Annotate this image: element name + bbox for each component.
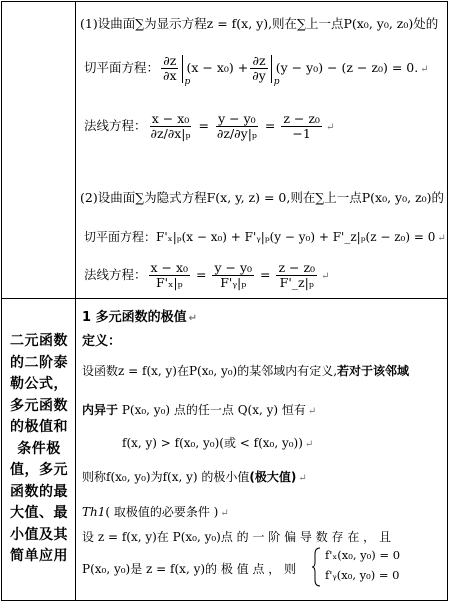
equation-system [312, 547, 322, 590]
theorem-title: Th1( 取极值的必要条件 ) ↵ [82, 505, 229, 519]
definition-line-2: 内异于 P(x₀, y₀) 点的任一点 Q(x, y) 恒有 ↵ [82, 403, 317, 417]
tangent-label: 切平面方程： [84, 60, 160, 75]
normal-line-eq: 法线方程： $\frac{\text{x − x₀}}{\text{∂z/∂x|ₚ}}$ = $\frac{\text{y − y₀}}{\text{∂z/∂y|ₚ}}$ = $\frac{\text{z − z₀}}{-1}$ ↵ [84, 111, 335, 141]
content-table [1, 1, 448, 601]
normal-fraction-y: $\frac{\text{y − y₀}}{\text{∂z/∂y|ₚ}}$ [216, 111, 257, 141]
row-divider [2, 298, 447, 299]
theorem-line-2: P(x₀, y₀)是 z = f(x, y)的 极 值 点 ， 则 [82, 562, 297, 576]
eval-bar: p [271, 55, 272, 83]
tangent2-label: 切平面方程： [84, 230, 157, 244]
definition-label: 定义： [82, 334, 122, 349]
normal2-fraction-y: $\frac{\text{y − y₀}}{\text{F'ᵧ|ₚ}}$ [214, 260, 253, 290]
normal2-eq: 法线方程： $\frac{\text{x − x₀}}{\text{F'ₓ|ₚ}}$ = $\frac{\text{y − y₀}}{\text{F'ᵧ|ₚ}}$ = $\frac{\text{z − z₀}}{\text{F'\_z|ₚ}}$ ↵ [84, 260, 330, 290]
tangent2-eq-body: F'ₓ|ₚ(x − x₀) + F'ᵧ|ₚ(y − y₀) + F'_z|ₚ(z − z₀) = 0 [156, 230, 436, 244]
minimum-definition: 则称f(x₀, y₀)为f(x, y) 的极小值(极大值) ↵ [82, 470, 307, 484]
item1-title: (1)设曲面∑为显示方程z = f(x, y),则在∑上一点P(x₀, y₀, z₀)处的 [80, 16, 439, 31]
item2-title: (2)设曲面∑为隐式方程F(x, y, z) = 0,则在∑上一点P(x₀, y₀, z₀)的 [80, 190, 445, 205]
definition-line-1: 设函数z = f(x, y)在P(x₀, y₀)的某邻域内有定义,若对于该邻域 [82, 364, 410, 378]
section-heading: 1 多元函数的极值 ↵ [82, 310, 197, 325]
column-divider [75, 2, 76, 600]
theorem-line-1: 设 z = f(x, y)在 P(x₀, y₀)点 的 一 阶 偏 导 数 存 在 ， 且 [82, 530, 391, 544]
normal2-fraction-z: $\frac{\text{z − z₀}}{\text{F'\_z|ₚ}}$ [278, 260, 316, 290]
dz-dx-fraction: $\frac{\partial z}{\partial x}$ [163, 53, 177, 83]
normal2-fraction-x: $\frac{\text{x − x₀}}{\text{F'ₓ|ₚ}}$ [150, 260, 189, 290]
dz-dy-fraction: $\frac{\partial z}{\partial y}$ [252, 53, 266, 83]
normal2-label: 法线方程： [84, 267, 147, 282]
system-eq-2: f'ᵧ(x₀, y₀) = 0 [325, 568, 400, 582]
row-heading-cell [2, 300, 75, 600]
tangent-eq-tail: (y − y₀) − (z − z₀) = 0. [275, 60, 419, 75]
normal-fraction-x: $\frac{\text{x − x₀}}{\text{∂z/∂x|ₚ}}$ [150, 111, 191, 141]
brace-icon [312, 547, 322, 587]
normal-fraction-z: $\frac{\text{z − z₀}}{-1}$ [283, 111, 320, 141]
tangent-plane-eq: 切平面方程： $\frac{\partial z}{\partial x}$ p (x − x₀) + $\frac{\partial z}{\partial y}$ p (y − y₀) − (z − z₀) = 0. ↵ [84, 53, 429, 87]
row-heading: 二元函数的二阶泰勒公式，多元函数的极值和条件极值，多元函数的最大值、最小值及其简单应用 [10, 333, 68, 564]
tangent2-eq: 切平面方程：F'ₓ|ₚ(x − x₀) + F'ᵧ|ₚ(y − y₀) + F'_z|ₚ(z − z₀) = 0 ↵ [84, 230, 446, 244]
table-row-extrema [78, 300, 448, 600]
inequality-condition: f(x, y) > f(x₀, y₀)(或 < f(x₀, y₀)) ↵ [122, 436, 314, 450]
eval-bar: p [182, 55, 183, 83]
normal-label: 法线方程： [84, 118, 147, 133]
table-row-surface [78, 2, 448, 298]
system-eq-1: f'ₓ(x₀, y₀) = 0 [325, 548, 401, 562]
